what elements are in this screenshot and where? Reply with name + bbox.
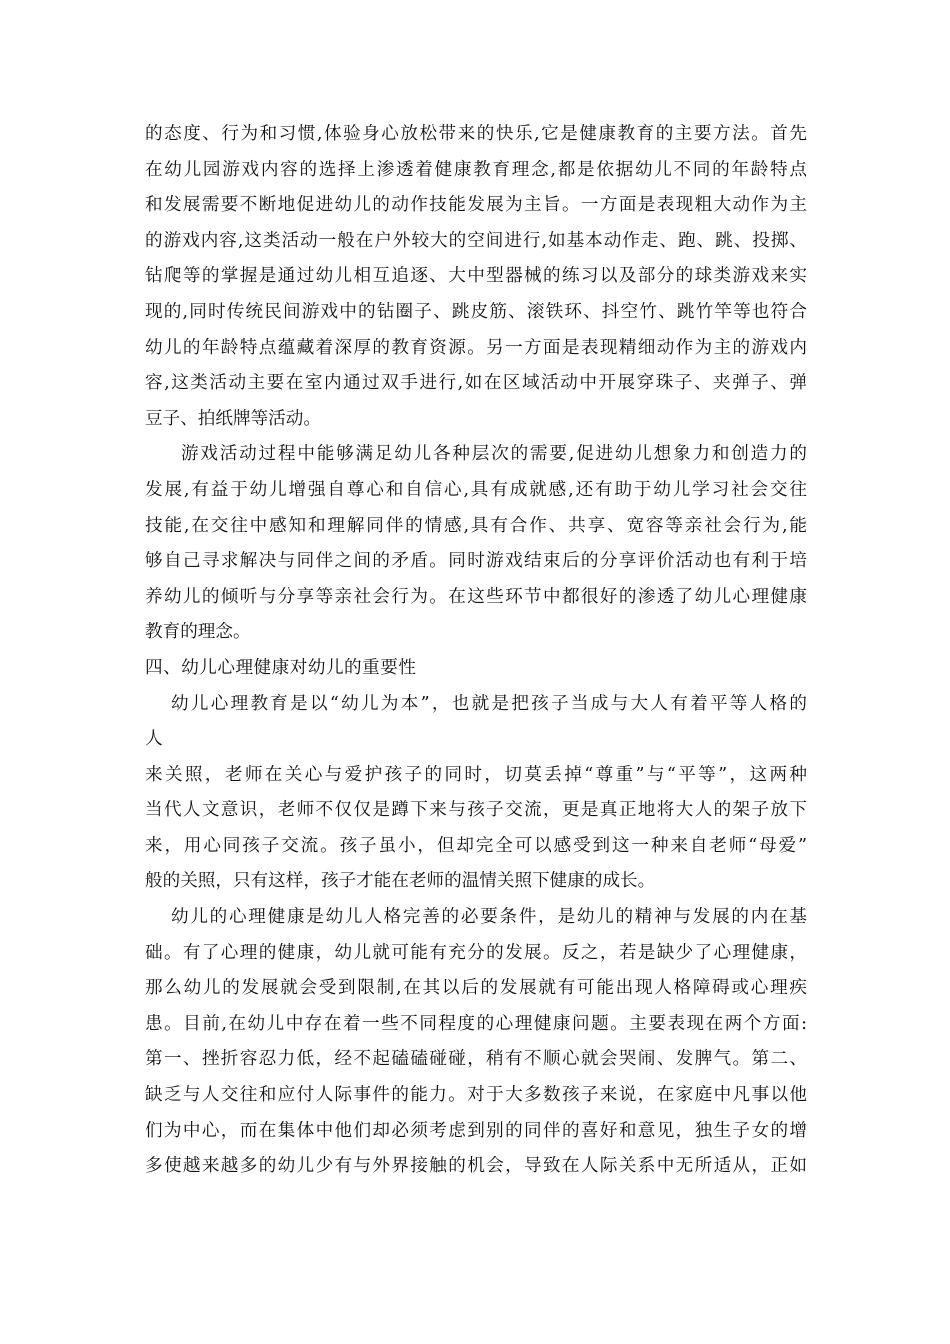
paragraph-line: 发展,有益于幼儿增强自尊心和自信心,具有成就感,还有助于幼儿学习社会交往 — [145, 479, 807, 500]
paragraph-line: 幼儿的年龄特点蕴藏着深厚的教育资源。另一方面是表现精细动作为主的游戏内 — [145, 337, 807, 358]
paragraph-line: 第一、挫折容忍力低，经不起磕磕碰碰，稍有不顺心就会哭闹、发脾气。第二、 — [145, 1049, 807, 1070]
paragraph-line: 来关照，老师在关心与爱护孩子的同时，切莫丢掉“尊重”与“平等”，这两种 — [145, 764, 807, 785]
paragraph-line: 般的关照，只有这样，孩子才能在老师的温情关照下健康的成长。 — [145, 871, 656, 892]
paragraph-line: 游戏活动过程中能够满足幼儿各种层次的需要,促进幼儿想象力和创造力的 — [181, 444, 807, 465]
paragraph-line: 的态度、行为和习惯,体验身心放松带来的快乐,它是健康教育的主要方法。首先 — [145, 124, 807, 144]
paragraph-line: 患。目前,在幼儿中存在着一些不同程度的心理健康问题。主要表现在两个方面: — [145, 1013, 807, 1034]
paragraph-line: 们为中心，而在集体中他们却必须考虑到别的同伴的喜好和意见，独生子女的增 — [145, 1120, 807, 1141]
paragraph-line: 钻爬等的掌握是通过幼儿相互追逐、大中型器械的练习以及部分的球类游戏来实 — [145, 266, 807, 287]
paragraph-line: 幼儿心理教育是以“幼儿为本”，也就是把孩子当成与大人有着平等人格的 — [171, 693, 807, 714]
paragraph-line: 础。有了心理的健康，幼儿就可能有充分的发展。反之，若是缺少了心理健康， — [145, 942, 807, 963]
paragraph-line: 技能,在交往中感知和理解同伴的情感,具有合作、共享、宽容等亲社会行为,能 — [145, 515, 807, 536]
document-body — [145, 117, 807, 1185]
paragraph-line: 来，用心同孩子交流。孩子虽小，但却完全可以感受到这一种来自老师“母爱” — [145, 835, 807, 856]
paragraph-line: 在幼儿园游戏内容的选择上渗透着健康教育理念,都是依据幼儿不同的年龄特点 — [145, 159, 807, 180]
paragraph-line: 豆子、拍纸牌等活动。 — [145, 408, 321, 429]
paragraph-line: 当代人文意识，老师不仅仅是蹲下来与孩子交流，更是真正地将大人的架子放下 — [145, 800, 807, 821]
paragraph-line: 容,这类活动主要在室内通过双手进行,如在区域活动中开展穿珠子、夹弹子、弹 — [145, 373, 807, 394]
section-heading: 四、幼儿心理健康对幼儿的重要性 — [145, 657, 417, 678]
paragraph-line: 缺乏与人交往和应付人际事件的能力。对于大多数孩子来说，在家庭中凡事以他 — [145, 1085, 807, 1106]
paragraph-line: 多使越来越多的幼儿少有与外界接触的机会，导致在人际关系中无所适从，正如 — [145, 1156, 807, 1177]
paragraph-line: 那么幼儿的发展就会受到限制,在其以后的发展就有可能出现人格障碍或心理疾 — [145, 978, 807, 999]
paragraph-line: 和发展需要不断地促进幼儿的动作技能发展为主旨。一方面是表现粗大动作为主 — [145, 195, 807, 216]
paragraph-line: 人 — [145, 729, 163, 750]
paragraph-line: 养幼儿的倾听与分享等亲社会行为。在这些环节中都很好的渗透了幼儿心理健康 — [145, 586, 807, 607]
paragraph-line: 现的,同时传统民间游戏中的钻圈子、跳皮筋、滚铁环、抖空竹、跳竹竿等也符合 — [145, 301, 807, 322]
paragraph-line: 的游戏内容,这类活动一般在户外较大的空间进行,如基本动作走、跑、跳、投掷、 — [145, 230, 807, 251]
paragraph-line: 教育的理念。 — [145, 622, 251, 643]
paragraph-line: 幼儿的心理健康是幼儿人格完善的必要条件，是幼儿的精神与发展的内在基 — [171, 907, 807, 928]
paragraph-line: 够自己寻求解决与同伴之间的矛盾。同时游戏结束后的分享评价活动也有利于培 — [145, 551, 807, 572]
